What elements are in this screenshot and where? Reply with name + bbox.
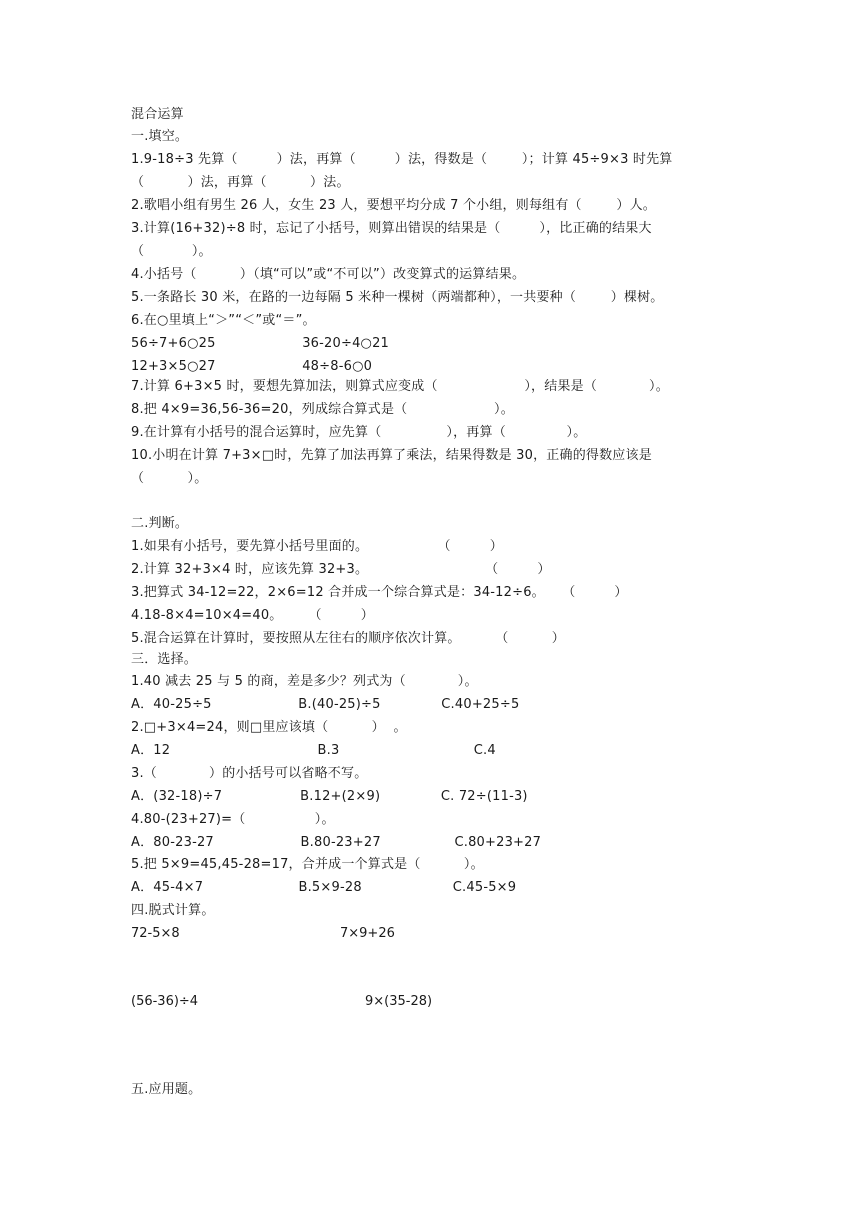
line: A．12 B.3 C.4	[131, 743, 496, 758]
line: A．(32-18)÷7 B.12+(2×9) C. 72÷(11-3)	[131, 789, 528, 804]
line: 3.（ ）的小括号可以省略不写。	[131, 766, 368, 781]
line: 8.把 4×9=36,56-36=20，列成综合算式是（ ）。	[131, 402, 514, 417]
line: 2.计算 32+3×4 时，应该先算 32+3。 （ ）	[131, 562, 551, 577]
line: 1.如果有小括号，要先算小括号里面的。 （ ）	[131, 539, 503, 554]
line: A．45-4×7 B.5×9-28 C.45-5×9	[131, 880, 517, 895]
line: 7.计算 6+3×5 时，要想先算加法，则算式应变成（ ），结果是（ ）。	[131, 379, 669, 394]
calc-item: 72-5×8	[131, 926, 180, 941]
calc-item: 9×(35-28)	[365, 994, 433, 1009]
line: 10.小明在计算 7+3×□时，先算了加法再算了乘法，结果得数是 30，正确的得数应该是	[131, 448, 652, 463]
line: 1.9-18÷3 先算（ ）法，再算（ ）法，得数是（ ）；计算 45÷9×3 时先算	[131, 152, 673, 167]
line: （ ）法，再算（ ）法。	[131, 175, 350, 190]
line: 5.一条路长 30 米，在路的一边每隔 5 米种一棵树（两端都种），一共要种（ ）棵树。	[131, 290, 664, 305]
line: （ ）。	[131, 471, 208, 486]
line: 1.40 减去 25 与 5 的商，差是多少？列式为（ ）。	[131, 674, 478, 689]
calc-item: 7×9+26	[340, 926, 395, 941]
line: 4.18-8×4=10×4=40。 （ ）	[131, 608, 374, 623]
line: 3.计算(16+32)÷8 时，忘记了小括号，则算出错误的结果是（ ），比正确的结果大	[131, 221, 652, 236]
section-heading: 四.脱式计算。	[131, 903, 215, 918]
line: 4.小括号（ ）（填“可以”或“不可以”）改变算式的运算结果。	[131, 267, 526, 282]
line: 6.在○里填上“＞”“＜”或“＝”。	[131, 313, 316, 328]
section-heading: 二.判断。	[131, 516, 189, 531]
line: 5.混合运算在计算时，要按照从左往右的顺序依次计算。 （ ）	[131, 631, 565, 646]
section-heading: 三．选择。	[131, 652, 198, 667]
line: 4.80-(23+27)=（ ）。	[131, 812, 335, 827]
line: 56÷7+6○25 36-20÷4○21	[131, 336, 390, 351]
line: 9.在计算有小括号的混合运算时，应先算（ ），再算（ ）。	[131, 425, 587, 440]
page-title: 混合运算	[131, 107, 184, 122]
line: 2.歌唱小组有男生 26 人，女生 23 人，要想平均分成 7 个小组，则每组有（ ）人。	[131, 198, 657, 213]
line: （ ）。	[131, 244, 212, 259]
line: 5.把 5×9=45,45-28=17，合并成一个算式是（ ）。	[131, 857, 484, 872]
line: 一.填空。	[131, 129, 189, 144]
section-heading: 五.应用题。	[131, 1082, 202, 1097]
line: 12+3×5○27 48÷8-6○0	[131, 359, 373, 374]
line: A．80-23-27 B.80-23+27 C.80+23+27	[131, 835, 542, 850]
line: 3.把算式 34-12=22，2×6=12 合并成一个综合算式是：34-12÷6。 （ ）	[131, 585, 628, 600]
line: A．40-25÷5 B.(40-25)÷5 C.40+25÷5	[131, 697, 520, 712]
line: 2.□+3×4=24，则□里应该填（ ） 。	[131, 720, 407, 735]
calc-item: (56-36)÷4	[131, 994, 199, 1009]
